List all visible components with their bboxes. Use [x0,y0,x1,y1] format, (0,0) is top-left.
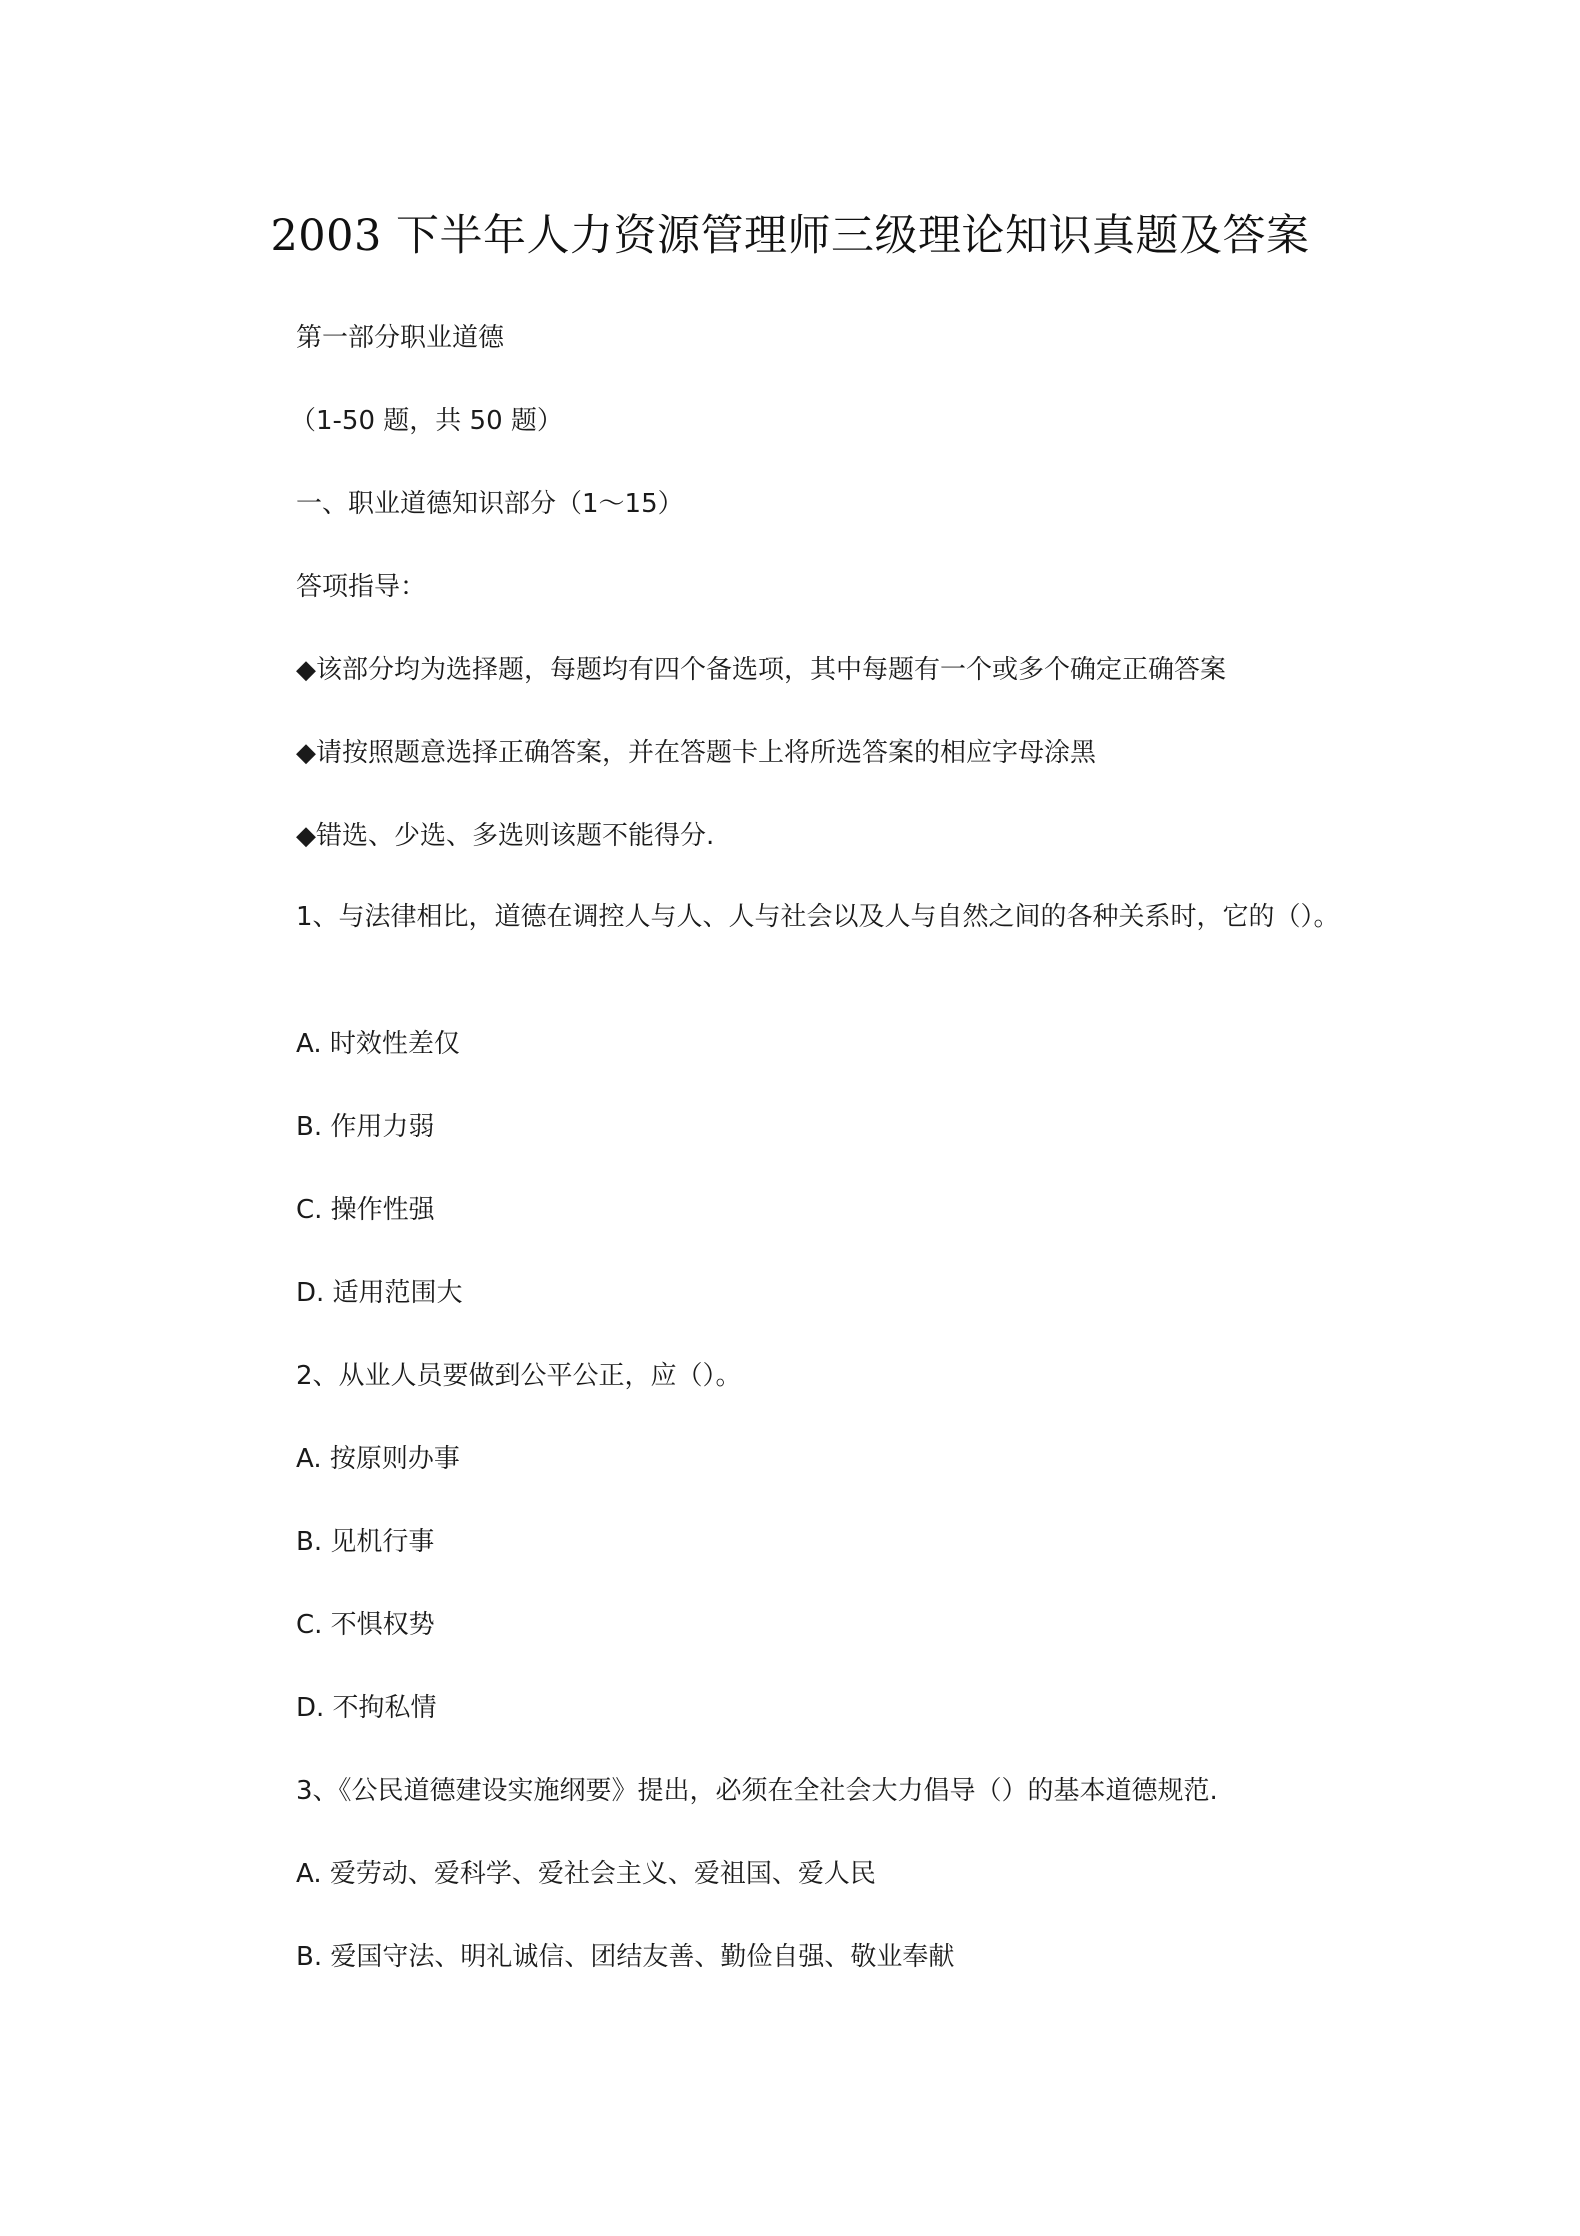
document-title: 2003 下半年人力资源管理师三级理论知识真题及答案 [270,211,1310,261]
guide-heading: 答项指导： [296,572,427,602]
question-stem: 3、《公民道德建设实施纲要》提出，必须在全社会大力倡导（）的基本道德规范. [296,1776,1218,1806]
question-stem: 2、从业人员要做到公平公正，应（）。 [296,1361,742,1391]
answer-option: D. 不拘私情 [296,1693,437,1723]
answer-option: C. 不惧权势 [296,1610,435,1640]
answer-option: A. 爱劳动、爱科学、爱社会主义、爱祖国、爱人民 [296,1859,876,1889]
question-stem: 1、与法律相比，道德在调控人与人、人与社会以及人与自然之间的各种关系时，它的（）。 [296,902,1340,932]
part-heading: 第一部分职业道德 [296,323,505,353]
range-note: （1-50 题，共 50 题） [290,406,563,436]
section-heading: 一、职业道德知识部分（1～15） [296,489,684,519]
answer-option: B. 作用力弱 [296,1112,435,1142]
instruction-item: ◆请按照题意选择正确答案，并在答题卡上将所选答案的相应字母涂黑 [296,738,1096,768]
instruction-item: ◆错选、少选、多选则该题不能得分. [296,821,715,851]
answer-option: B. 见机行事 [296,1527,435,1557]
answer-option: A. 按原则办事 [296,1444,460,1474]
answer-option: C. 操作性强 [296,1195,435,1225]
answer-option: D. 适用范围大 [296,1278,463,1308]
answer-option: B. 爱国守法、明礼诚信、团结友善、勤俭自强、敬业奉献 [296,1942,955,1972]
instruction-item: ◆该部分均为选择题，每题均有四个备选项，其中每题有一个或多个确定正确答案 [296,655,1226,685]
answer-option: A. 时效性差仅 [296,1029,460,1059]
